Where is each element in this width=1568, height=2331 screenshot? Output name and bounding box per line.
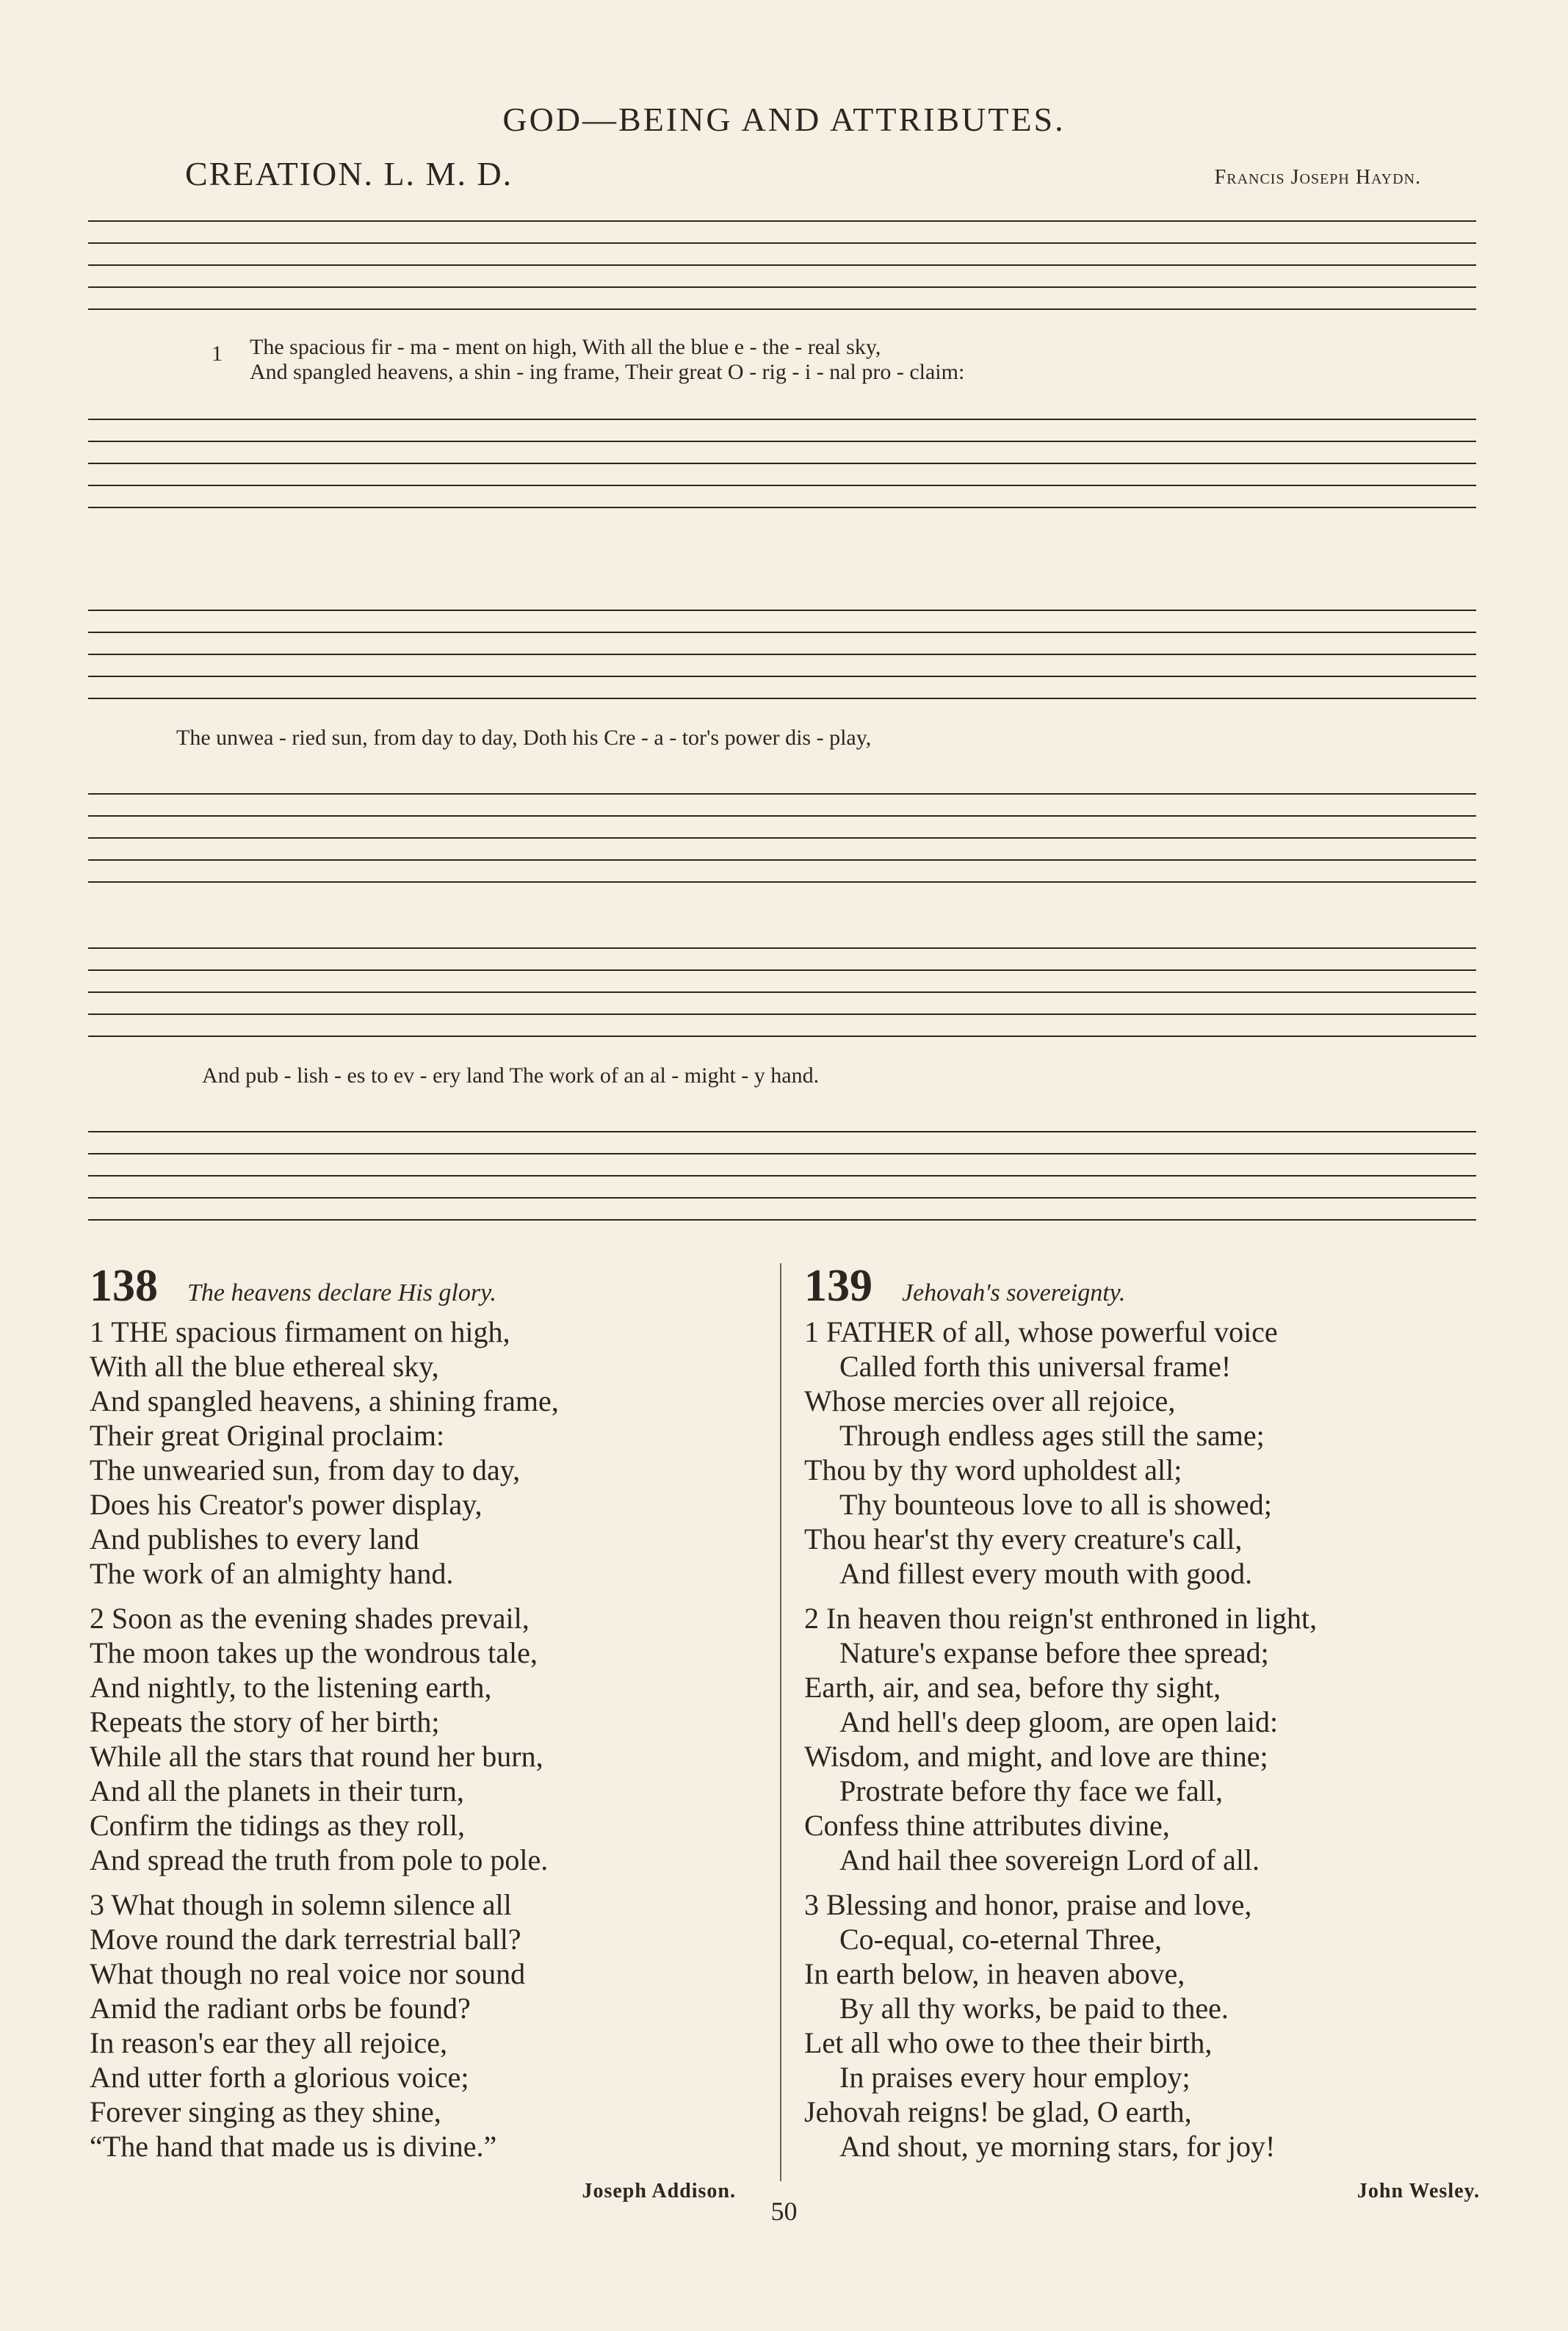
verse-line: Nature's expanse before thee spread; (839, 1636, 1269, 1669)
hymn-number: 138 (90, 1261, 158, 1311)
verse-line: Through endless ages still the same; (839, 1419, 1265, 1452)
verse-line: And shout, ye morning stars, for joy! (839, 2130, 1276, 2163)
lyric-line: The unwea - ried sun, from day to day, Doth his Cre - a - tor's power dis - play, (176, 726, 872, 750)
section-header: GOD—BEING AND ATTRIBUTES. (502, 101, 1066, 138)
verse-line: Earth, air, and sea, before thy sight, (804, 1671, 1221, 1704)
verse-line: The moon takes up the wondrous tale, (90, 1636, 538, 1669)
verse-line: And hail thee sovereign Lord of all. (839, 1843, 1260, 1876)
music-system-1 (88, 206, 1476, 543)
verse-line: 2 Soon as the evening shades prevail, (90, 1602, 530, 1635)
verse-line: Confirm the tidings as they roll, (90, 1809, 466, 1842)
verse-line: Prostrate before thy face we fall, (839, 1774, 1223, 1807)
verse-line: “The hand that made us is divine.” (90, 2130, 497, 2163)
verse-line: By all thy works, be paid to thee. (839, 1992, 1229, 2025)
verse-line: The work of an almighty hand. (90, 1557, 454, 1590)
author: Joseph Addison. (582, 2180, 736, 2202)
verse-line: Amid the radiant orbs be found? (90, 1992, 471, 2025)
verse-line: Thy bounteous love to all is showed; (839, 1488, 1272, 1521)
verse-line: And utter forth a glorious voice; (90, 2061, 469, 2094)
verse-line: In earth below, in heaven above, (804, 1957, 1185, 1990)
verse-line: Thou by thy word upholdest all; (804, 1453, 1182, 1486)
verse-line: 1 FATHER of all, whose powerful voice (804, 1315, 1278, 1348)
verse-line: And hell's deep gloom, are open laid: (839, 1705, 1279, 1738)
hymn-subtitle: The heavens declare His glory. (187, 1279, 496, 1307)
verse-line: Repeats the story of her birth; (90, 1705, 440, 1738)
verse-line: Wisdom, and might, and love are thine; (804, 1740, 1268, 1773)
stanza-1 (90, 1315, 736, 1591)
lyric-line: And spangled heavens, a shin - ing frame, Their great O - rig - i - nal pro - claim: (250, 360, 965, 384)
column-divider (780, 1263, 781, 2181)
verse-line: The unwearied sun, from day to day, (90, 1453, 521, 1486)
verse-line: And all the planets in their turn, (90, 1774, 464, 1807)
hymn-139 (804, 1263, 1480, 2208)
verse-line: Forever singing as they shine, (90, 2095, 441, 2128)
verse-line: Jehovah reigns! be glad, O earth, (804, 2095, 1192, 2128)
stanza-2 (90, 1601, 736, 1877)
lyric-line: The spacious fir - ma - ment on high, With all the blue e - the - real sky, (250, 335, 881, 359)
stanza-3 (804, 1887, 1480, 2164)
verse-line: In praises every hour employ; (839, 2061, 1191, 2094)
bass-staff (88, 419, 1476, 507)
stanza-1 (804, 1315, 1480, 1591)
verse-line: And spangled heavens, a shining frame, (90, 1384, 559, 1417)
treble-staff (88, 220, 1476, 308)
verse-line: 3 What though in solemn silence all (90, 1888, 512, 1921)
verse-line: Whose mercies over all rejoice, (804, 1384, 1176, 1417)
treble-staff (88, 947, 1476, 1036)
hymn-138 (90, 1263, 736, 2208)
music-system-3 (88, 925, 1476, 1234)
lyric-line: And pub - lish - es to ev - ery land The work of an al - might - y hand. (202, 1063, 820, 1088)
verse-line: And spread the truth from pole to pole. (90, 1843, 549, 1876)
verse-line: And publishes to every land (90, 1522, 419, 1555)
verse-line: Called forth this universal frame! (839, 1350, 1232, 1383)
verse-line: Let all who owe to thee their birth, (804, 2026, 1213, 2059)
verse-line: 3 Blessing and honor, praise and love, (804, 1888, 1252, 1921)
verse-line: Co-equal, co-eternal Three, (839, 1923, 1163, 1956)
verse-line: 2 In heaven thou reign'st enthroned in light, (804, 1602, 1318, 1635)
bass-staff (88, 1131, 1476, 1219)
stanza-2 (804, 1601, 1480, 1877)
treble-staff (88, 610, 1476, 698)
tune-title: CREATION. L. M. D. (185, 155, 513, 192)
verse-line: With all the blue ethereal sky, (90, 1350, 439, 1383)
hymn-subtitle: Jehovah's sovereignty. (902, 1279, 1126, 1307)
music-system-2 (88, 588, 1476, 896)
bass-staff (88, 793, 1476, 881)
verse-line: Does his Creator's power display, (90, 1488, 483, 1521)
verse-line: And fillest every mouth with good. (839, 1557, 1253, 1590)
author: John Wesley. (1356, 2180, 1480, 2202)
verse-line: Thou hear'st thy every creature's call, (804, 1522, 1243, 1555)
page-number: 50 (770, 2197, 798, 2226)
verse-line: In reason's ear they all rejoice, (90, 2026, 447, 2059)
verse-line: While all the stars that round her burn, (90, 1740, 543, 1773)
composer: Francis Joseph Haydn. (1214, 166, 1421, 189)
verse-line: Confess thine attributes divine, (804, 1809, 1170, 1842)
verse-marker: 1 (212, 341, 223, 366)
verse-line: Their great Original proclaim: (90, 1419, 445, 1452)
stanza-3 (90, 1887, 736, 2164)
verse-line: 1 THE spacious firmament on high, (90, 1315, 510, 1348)
verse-line: And nightly, to the listening earth, (90, 1671, 492, 1704)
verse-line: Move round the dark terrestrial ball? (90, 1923, 521, 1956)
verse-line: What though no real voice nor sound (90, 1957, 526, 1990)
hymn-number: 139 (804, 1261, 872, 1311)
